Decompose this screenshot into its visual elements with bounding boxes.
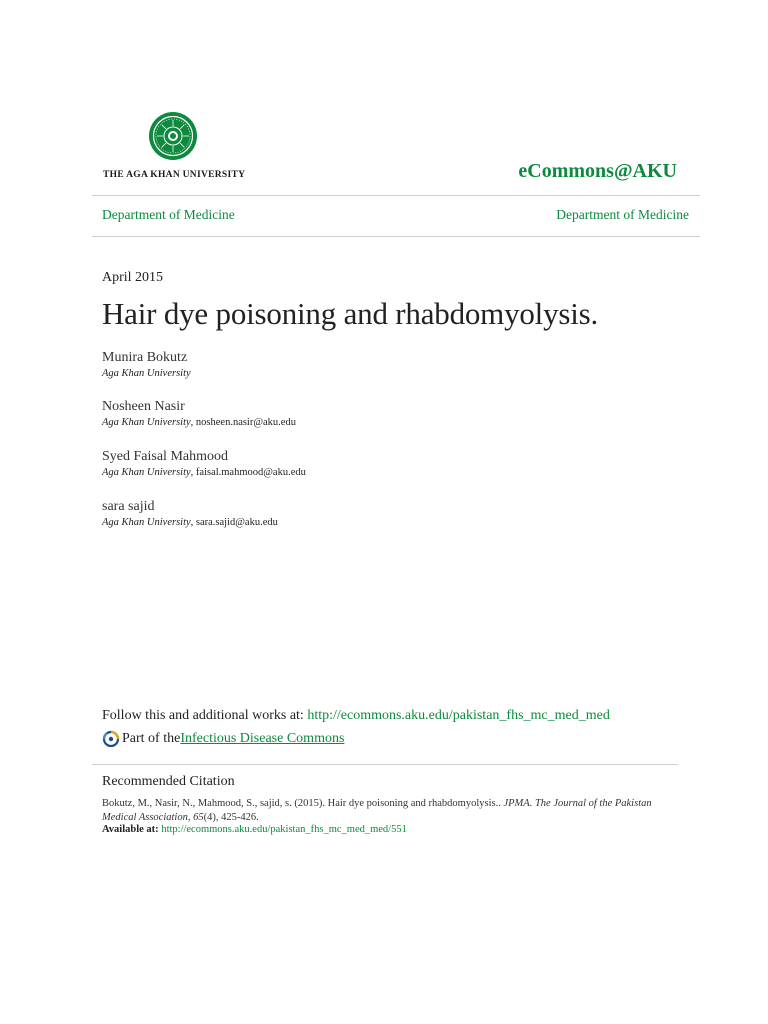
available-at-line — [102, 824, 407, 835]
author-affiliation — [102, 368, 191, 379]
author-name: Munira Bokutz — [102, 350, 188, 365]
affiliation-name: Aga Khan University — [102, 517, 191, 528]
author-block — [102, 499, 278, 528]
partof-text: Part of the — [122, 731, 181, 746]
ecommons-brand-link[interactable]: eCommons@AKU — [518, 160, 677, 182]
infectious-disease-commons-link[interactable]: Infectious Disease Commons — [180, 731, 345, 746]
university-name: THE AGA KHAN UNIVERSITY — [103, 170, 246, 180]
author-block — [102, 399, 296, 428]
header-divider-bottom — [92, 236, 700, 237]
author-email: , sara.sajid@aku.edu — [190, 517, 278, 528]
collection-link[interactable]: http://ecommons.aku.edu/pakistan_fhs_mc_med_med — [307, 708, 610, 723]
author-affiliation — [102, 517, 278, 528]
article-permalink[interactable]: http://ecommons.aku.edu/pakistan_fhs_mc_med_med/551 — [161, 824, 407, 835]
aku-seal-icon — [148, 111, 198, 161]
citation-journal: JPMA. The Journal of the Pakistan Medical Association — [102, 798, 652, 823]
citation-divider — [92, 764, 678, 765]
network-icon — [102, 730, 120, 748]
department-link-right[interactable]: Department of Medicine — [556, 207, 689, 222]
author-name: sara sajid — [102, 499, 155, 514]
follow-text: Follow this and additional works at: — [102, 708, 308, 723]
author-name: Nosheen Nasir — [102, 399, 185, 414]
follow-line — [102, 708, 610, 724]
header-divider-top — [92, 195, 700, 196]
affiliation-name: Aga Khan University — [102, 368, 191, 379]
citation-issue-pages: (4), 425-426. — [203, 811, 259, 823]
affiliation-name: Aga Khan University — [102, 467, 191, 478]
affiliation-name: Aga Khan University — [102, 417, 191, 428]
author-name: Syed Faisal Mahmood — [102, 449, 228, 464]
partof-line — [102, 730, 344, 748]
author-email: , nosheen.nasir@aku.edu — [190, 417, 296, 428]
author-email: , faisal.mahmood@aku.edu — [190, 467, 306, 478]
author-affiliation — [102, 417, 296, 428]
publication-date: April 2015 — [102, 270, 164, 285]
available-label: Available at: — [102, 824, 162, 835]
article-title: Hair dye poisoning and rhabdomyolysis. — [102, 296, 599, 331]
author-affiliation — [102, 467, 306, 478]
citation-authors: Bokutz, M., Nasir, N., Mahmood, S., sajid, s. (2015). Hair dye poisoning and rhabdomyolysis.. — [102, 798, 504, 809]
author-block — [102, 350, 191, 379]
citation-heading: Recommended Citation — [102, 774, 235, 789]
citation-text — [102, 797, 662, 824]
department-link-left[interactable]: Department of Medicine — [102, 207, 235, 222]
author-block — [102, 449, 306, 478]
citation-volume: 65 — [193, 811, 204, 823]
citation-separator: , — [187, 811, 194, 823]
